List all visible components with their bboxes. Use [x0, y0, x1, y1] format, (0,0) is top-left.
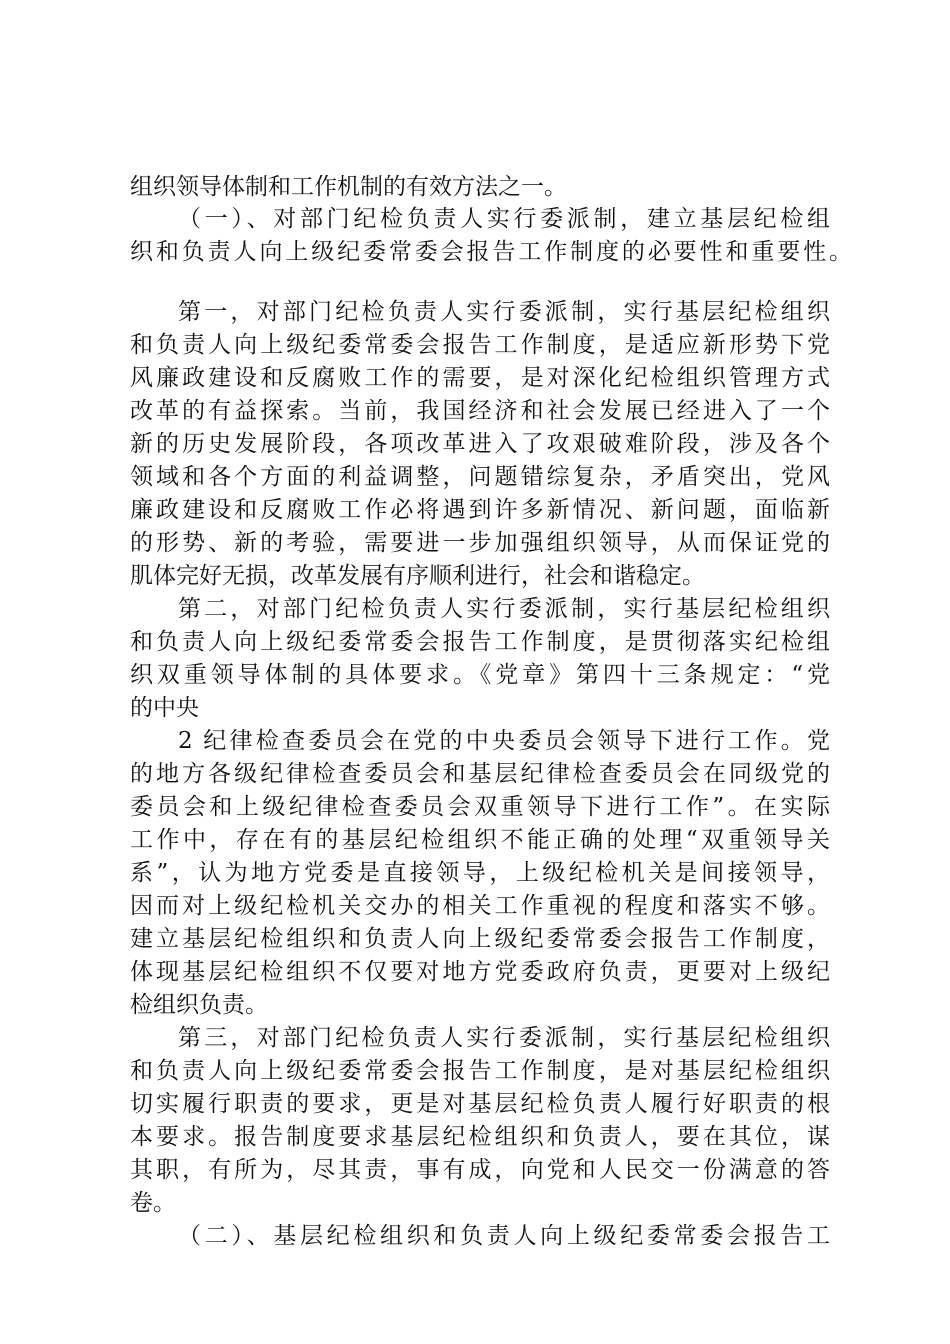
text-line: 和负责人向上级纪委常委会报告工作制度，是贯彻落实纪检组	[130, 629, 830, 655]
section-heading: （一）、对部门纪检负责人实行委派制，建立基层纪检组	[178, 206, 830, 232]
text-line: 本要求。报告制度要求基层纪检组织和负责人，要在其位，谋	[130, 1124, 830, 1150]
text-line: 廉政建设和反腐败工作必将遇到许多新情况、新问题，面临新	[130, 497, 830, 523]
section-heading: 织和负责人向上级纪委常委会报告工作制度的必要性和重要性。	[130, 239, 852, 265]
text-line: 和负责人向上级纪委常委会报告工作制度，是适应新形势下党	[130, 332, 830, 358]
text-line: 检组织负责。	[130, 992, 268, 1018]
text-line: 建立基层纪检组织和负责人向上级纪委常委会报告工作制度，	[130, 926, 830, 952]
text-line: 2 纪律检查委员会在党的中央委员会领导下进行工作。党	[178, 728, 830, 754]
text-line: 风廉政建设和反腐败工作的需要，是对深化纪检组织管理方式	[130, 365, 830, 391]
text-line: 卷。	[130, 1190, 176, 1216]
text-line: 因而对上级纪检机关交办的相关工作重视的程度和落实不够。	[130, 893, 830, 919]
text-line: 切实履行职责的要求，更是对基层纪检负责人履行好职责的根	[130, 1091, 830, 1117]
text-line: 组织领导体制和工作机制的有效方法之一。	[130, 174, 567, 200]
text-line: 第二，对部门纪检负责人实行委派制，实行基层纪检组织	[178, 596, 830, 622]
text-line: 改革的有益探索。当前，我国经济和社会发展已经进入了一个	[130, 398, 830, 424]
text-line: 系”，认为地方党委是直接领导，上级纪检机关是间接领导，	[130, 860, 830, 886]
text-line: 第三，对部门纪检负责人实行委派制，实行基层纪检组织	[178, 1025, 830, 1051]
text-line: 领域和各个方面的利益调整，问题错综复杂，矛盾突出，党风	[130, 464, 830, 490]
text-line: 的地方各级纪律检查委员会和基层纪律检查委员会在同级党的	[130, 761, 830, 787]
text-line: 和负责人向上级纪委常委会报告工作制度，是对基层纪检组织	[130, 1058, 830, 1084]
text-line: 其职，有所为，尽其责，事有成，向党和人民交一份满意的答	[130, 1157, 830, 1183]
section-heading: （二）、基层纪检组织和负责人向上级纪委常委会报告工	[178, 1223, 830, 1249]
text-line: 的形势、新的考验，需要进一步加强组织领导，从而保证党的	[130, 530, 830, 556]
text-line: 肌体完好无损，改革发展有序顺利进行，社会和谐稳定。	[130, 563, 705, 589]
text-line: 体现基层纪检组织不仅要对地方党委政府负责，更要对上级纪	[130, 959, 830, 985]
text-line: 织双重领导体制的具体要求。《党章》第四十三条规定：“党	[130, 662, 830, 688]
text-line: 的中央	[130, 695, 199, 721]
text-line: 新的历史发展阶段，各项改革进入了攻艰破难阶段，涉及各个	[130, 431, 830, 457]
text-line: 委员会和上级纪律检查委员会双重领导下进行工作”。在实际	[130, 794, 830, 820]
text-line: 第一，对部门纪检负责人实行委派制，实行基层纪检组织	[178, 299, 830, 325]
text-line: 工作中，存在有的基层纪检组织不能正确的处理“双重领导关	[130, 827, 830, 853]
